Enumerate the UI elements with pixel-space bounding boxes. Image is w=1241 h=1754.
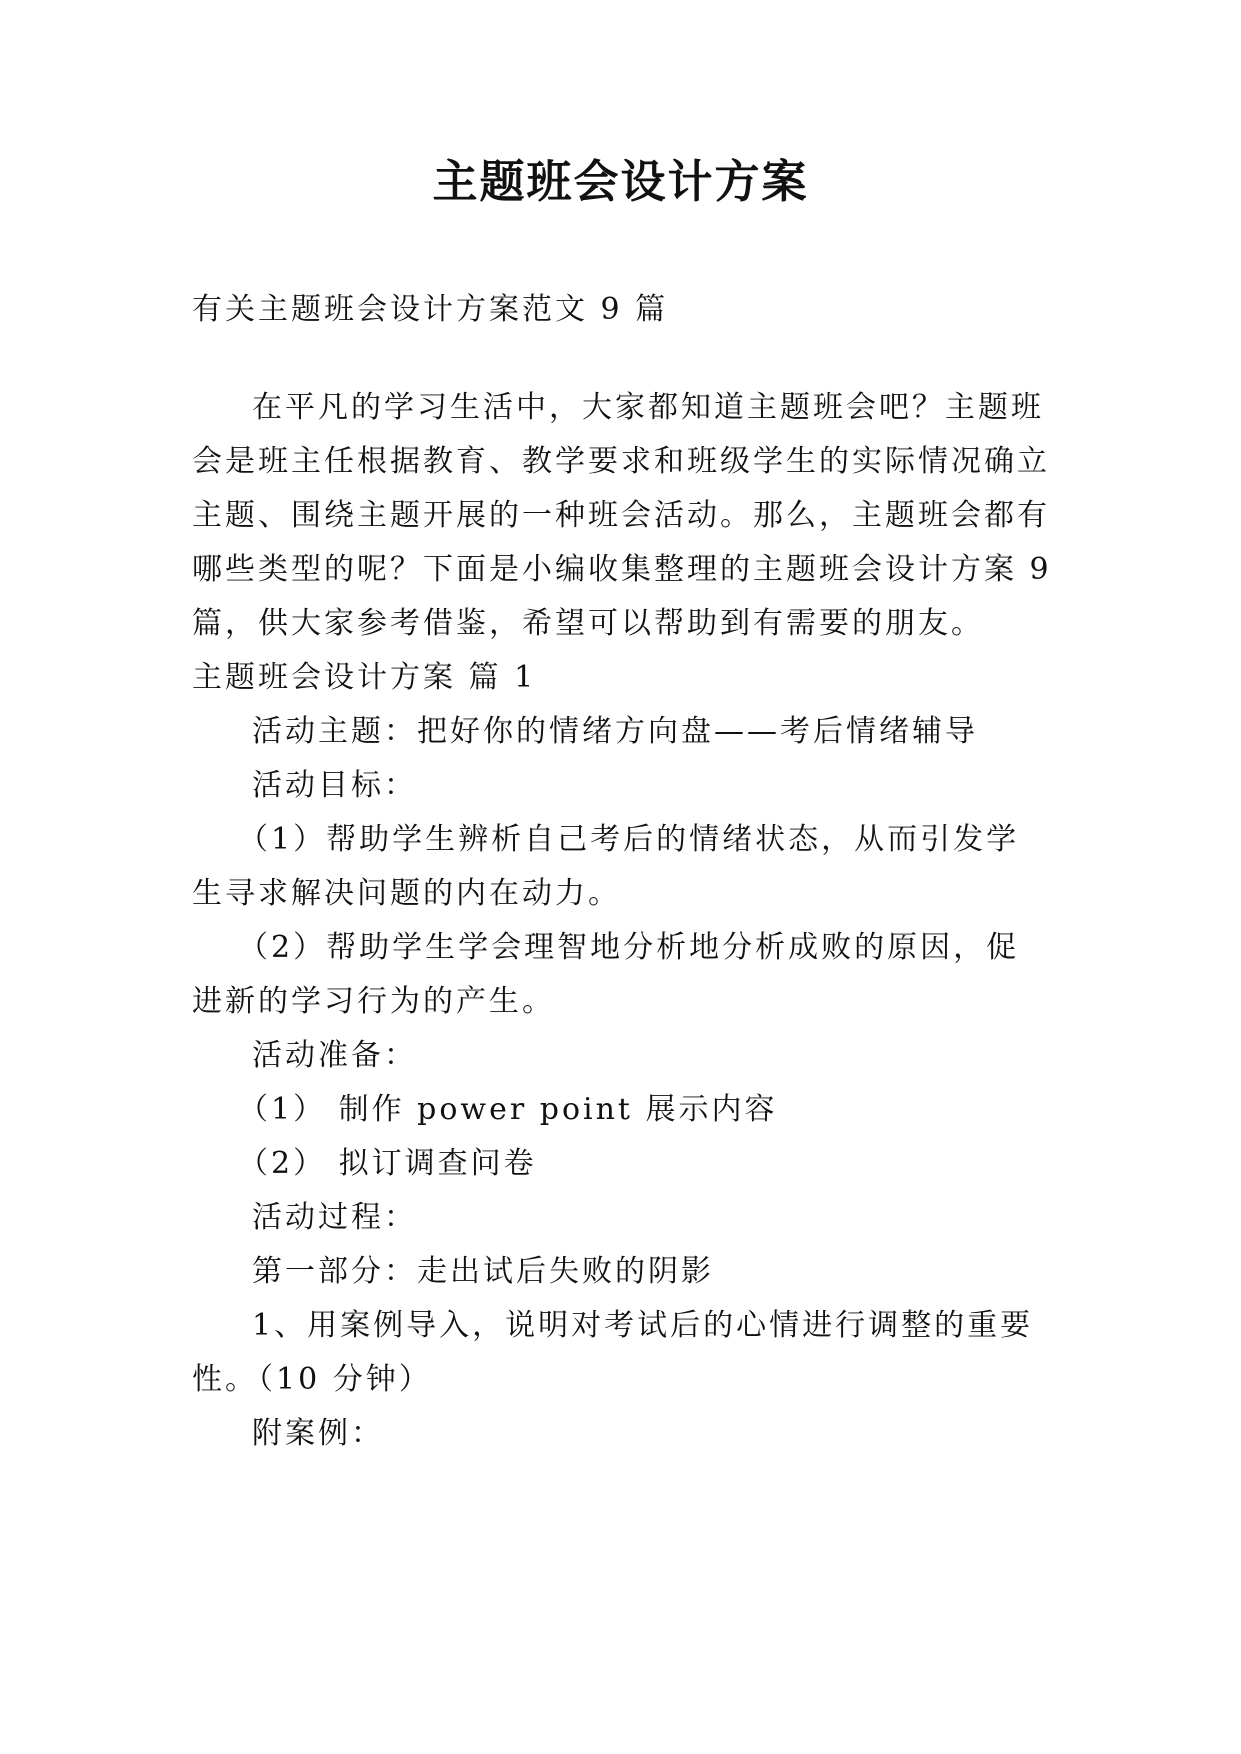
subtitle-line: 有关主题班会设计方案范文 9 篇 <box>192 292 669 327</box>
paragraph-line: 哪些类型的呢？下面是小编收集整理的主题班会设计方案 9 <box>192 552 1052 587</box>
paragraph-line: 在平凡的学习生活中，大家都知道主题班会吧？主题班 <box>252 390 1044 425</box>
preparation-heading: 活动准备： <box>252 1038 417 1073</box>
paragraph-line: 主题、围绕主题开展的一种班会活动。那么，主题班会都有 <box>192 498 1050 533</box>
preparation-item: （2） 拟订调查问卷 <box>238 1146 537 1181</box>
goal-item-line: 生寻求解决问题的内在动力。 <box>192 876 621 911</box>
goal-item-line: 进新的学习行为的产生。 <box>192 984 555 1019</box>
page-title: 主题班会设计方案 <box>432 155 809 208</box>
section-heading: 主题班会设计方案 篇 1 <box>192 660 537 695</box>
goal-item-line: （1）帮助学生辨析自己考后的情绪状态，从而引发学 <box>238 822 1020 857</box>
appendix-case-label: 附案例： <box>252 1416 384 1451</box>
preparation-item: （1） 制作 power point 展示内容 <box>238 1092 778 1127</box>
process-heading: 活动过程： <box>252 1200 417 1235</box>
process-step-line: 性。（10 分钟） <box>192 1362 432 1397</box>
goal-item-line: （2）帮助学生学会理智地分析地分析成败的原因，促 <box>238 930 1020 965</box>
activity-goal-heading: 活动目标： <box>252 768 417 803</box>
activity-theme-line: 活动主题：把好你的情绪方向盘——考后情绪辅导 <box>252 714 978 749</box>
paragraph-line: 会是班主任根据教育、教学要求和班级学生的实际情况确立 <box>192 444 1050 479</box>
paragraph-line: 篇，供大家参考借鉴，希望可以帮助到有需要的朋友。 <box>192 606 984 641</box>
process-step-line: 1、用案例导入，说明对考试后的心情进行调整的重要 <box>252 1308 1034 1343</box>
part-heading: 第一部分：走出试后失败的阴影 <box>252 1254 714 1289</box>
